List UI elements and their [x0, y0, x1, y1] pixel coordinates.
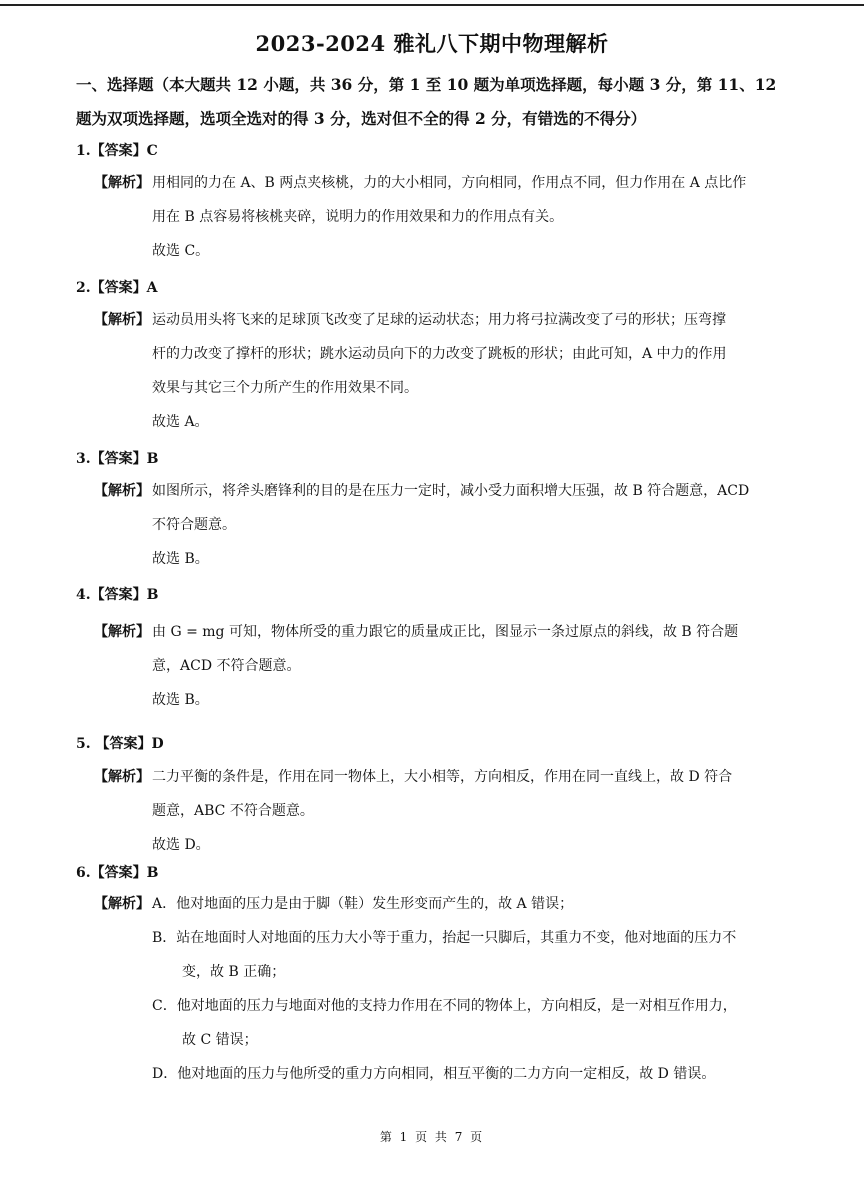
analysis-2 [94, 303, 794, 439]
analysis-tag: 【解析】 [94, 312, 150, 328]
answer-5: 5. 【答案】D [76, 736, 164, 752]
analysis-line: 题意，ABC 不符合题意。 [152, 803, 314, 819]
analysis-line: 故选 D。 [152, 837, 210, 853]
analysis-line: 杆的力改变了撑杆的形状；跳水运动员向下的力改变了跳板的形状；由此可知，A 中力的作用 [152, 346, 727, 362]
analysis-line: 效果与其它三个力所产生的作用效果不同。 [152, 380, 418, 396]
answer-2: 2.【答案】A [76, 280, 158, 296]
analysis-tag: 【解析】 [94, 175, 150, 191]
analysis-line: 由 G = mg 可知，物体所受的重力跟它的质量成正比，图显示一条过原点的斜线，故 B 符合题 [152, 624, 739, 640]
answer-4: 4.【答案】B [76, 587, 159, 603]
option-b: B．站在地面时人对地面的压力大小等于重力，抬起一只脚后，其重力不变，他对地面的压力不 [152, 930, 737, 946]
analysis-tag: 【解析】 [94, 769, 150, 785]
answer-3: 3.【答案】B [76, 451, 159, 467]
analysis-line: 故选 B。 [152, 692, 209, 708]
answer-1: 1.【答案】C [76, 143, 158, 159]
analysis-tag: 【解析】 [94, 483, 150, 499]
analysis-line: 意，ACD 不符合题意。 [152, 658, 301, 674]
analysis-5 [94, 760, 794, 862]
header-rule [0, 0, 864, 6]
analysis-line: 用在 B 点容易将核桃夹碎，说明力的作用效果和力的作用点有关。 [152, 209, 564, 225]
analysis-line: 故选 B。 [152, 551, 209, 567]
analysis-line: 故选 C。 [152, 243, 210, 259]
analysis-line: 运动员用头将飞来的足球顶飞改变了足球的运动状态；用力将弓拉满改变了弓的形状；压弯撑 [152, 312, 726, 328]
option-d: D．他对地面的压力与他所受的重力方向相同，相互平衡的二力方向一定相反，故 D 错误。 [152, 1066, 716, 1082]
analysis-tag: 【解析】 [94, 624, 150, 640]
section-header: 一、选择题（本大题共 12 小题，共 36 分，第 1 至 10 题为单项选择题，每小题 3 分，第 11、12 题为双项选择题，选项全选对的得 3 分，选对但不全的得 2 分，有错选的不得分） [76, 75, 777, 128]
analysis-line: 如图所示，将斧头磨锋利的目的是在压力一定时，减小受力面积增大压强，故 B 符合题意，ACD [152, 483, 750, 499]
analysis-line: 二力平衡的条件是，作用在同一物体上，大小相等，方向相反，作用在同一直线上，故 D 符合 [152, 769, 733, 785]
option-a: A．他对地面的压力是由于脚（鞋）发生形变而产生的，故 A 错误； [152, 896, 574, 912]
analysis-1 [94, 166, 794, 268]
analysis-6 [94, 887, 794, 1091]
analysis-line: 用相同的力在 A、B 两点夹核桃，力的大小相同，方向相同，作用点不同，但力作用在 A 点比作 [152, 175, 747, 191]
answer-6: 6.【答案】B [76, 865, 159, 881]
page-footer: 第 1 页 共 7 页 [379, 1130, 485, 1144]
option-c: C．他对地面的压力与地面对他的支持力作用在不同的物体上，方向相反，是一对相互作用力， [152, 998, 737, 1014]
page-title: 2023-2024 雅礼八下期中物理解析 [255, 31, 609, 56]
option-c-cont: 故 C 错误； [182, 1032, 258, 1048]
analysis-line: 故选 A。 [152, 414, 209, 430]
analysis-4 [94, 615, 794, 717]
analysis-line: 不符合题意。 [152, 517, 236, 533]
option-b-cont: 变，故 B 正确； [182, 964, 286, 980]
analysis-tag: 【解析】 [94, 896, 150, 912]
analysis-3 [94, 474, 794, 576]
